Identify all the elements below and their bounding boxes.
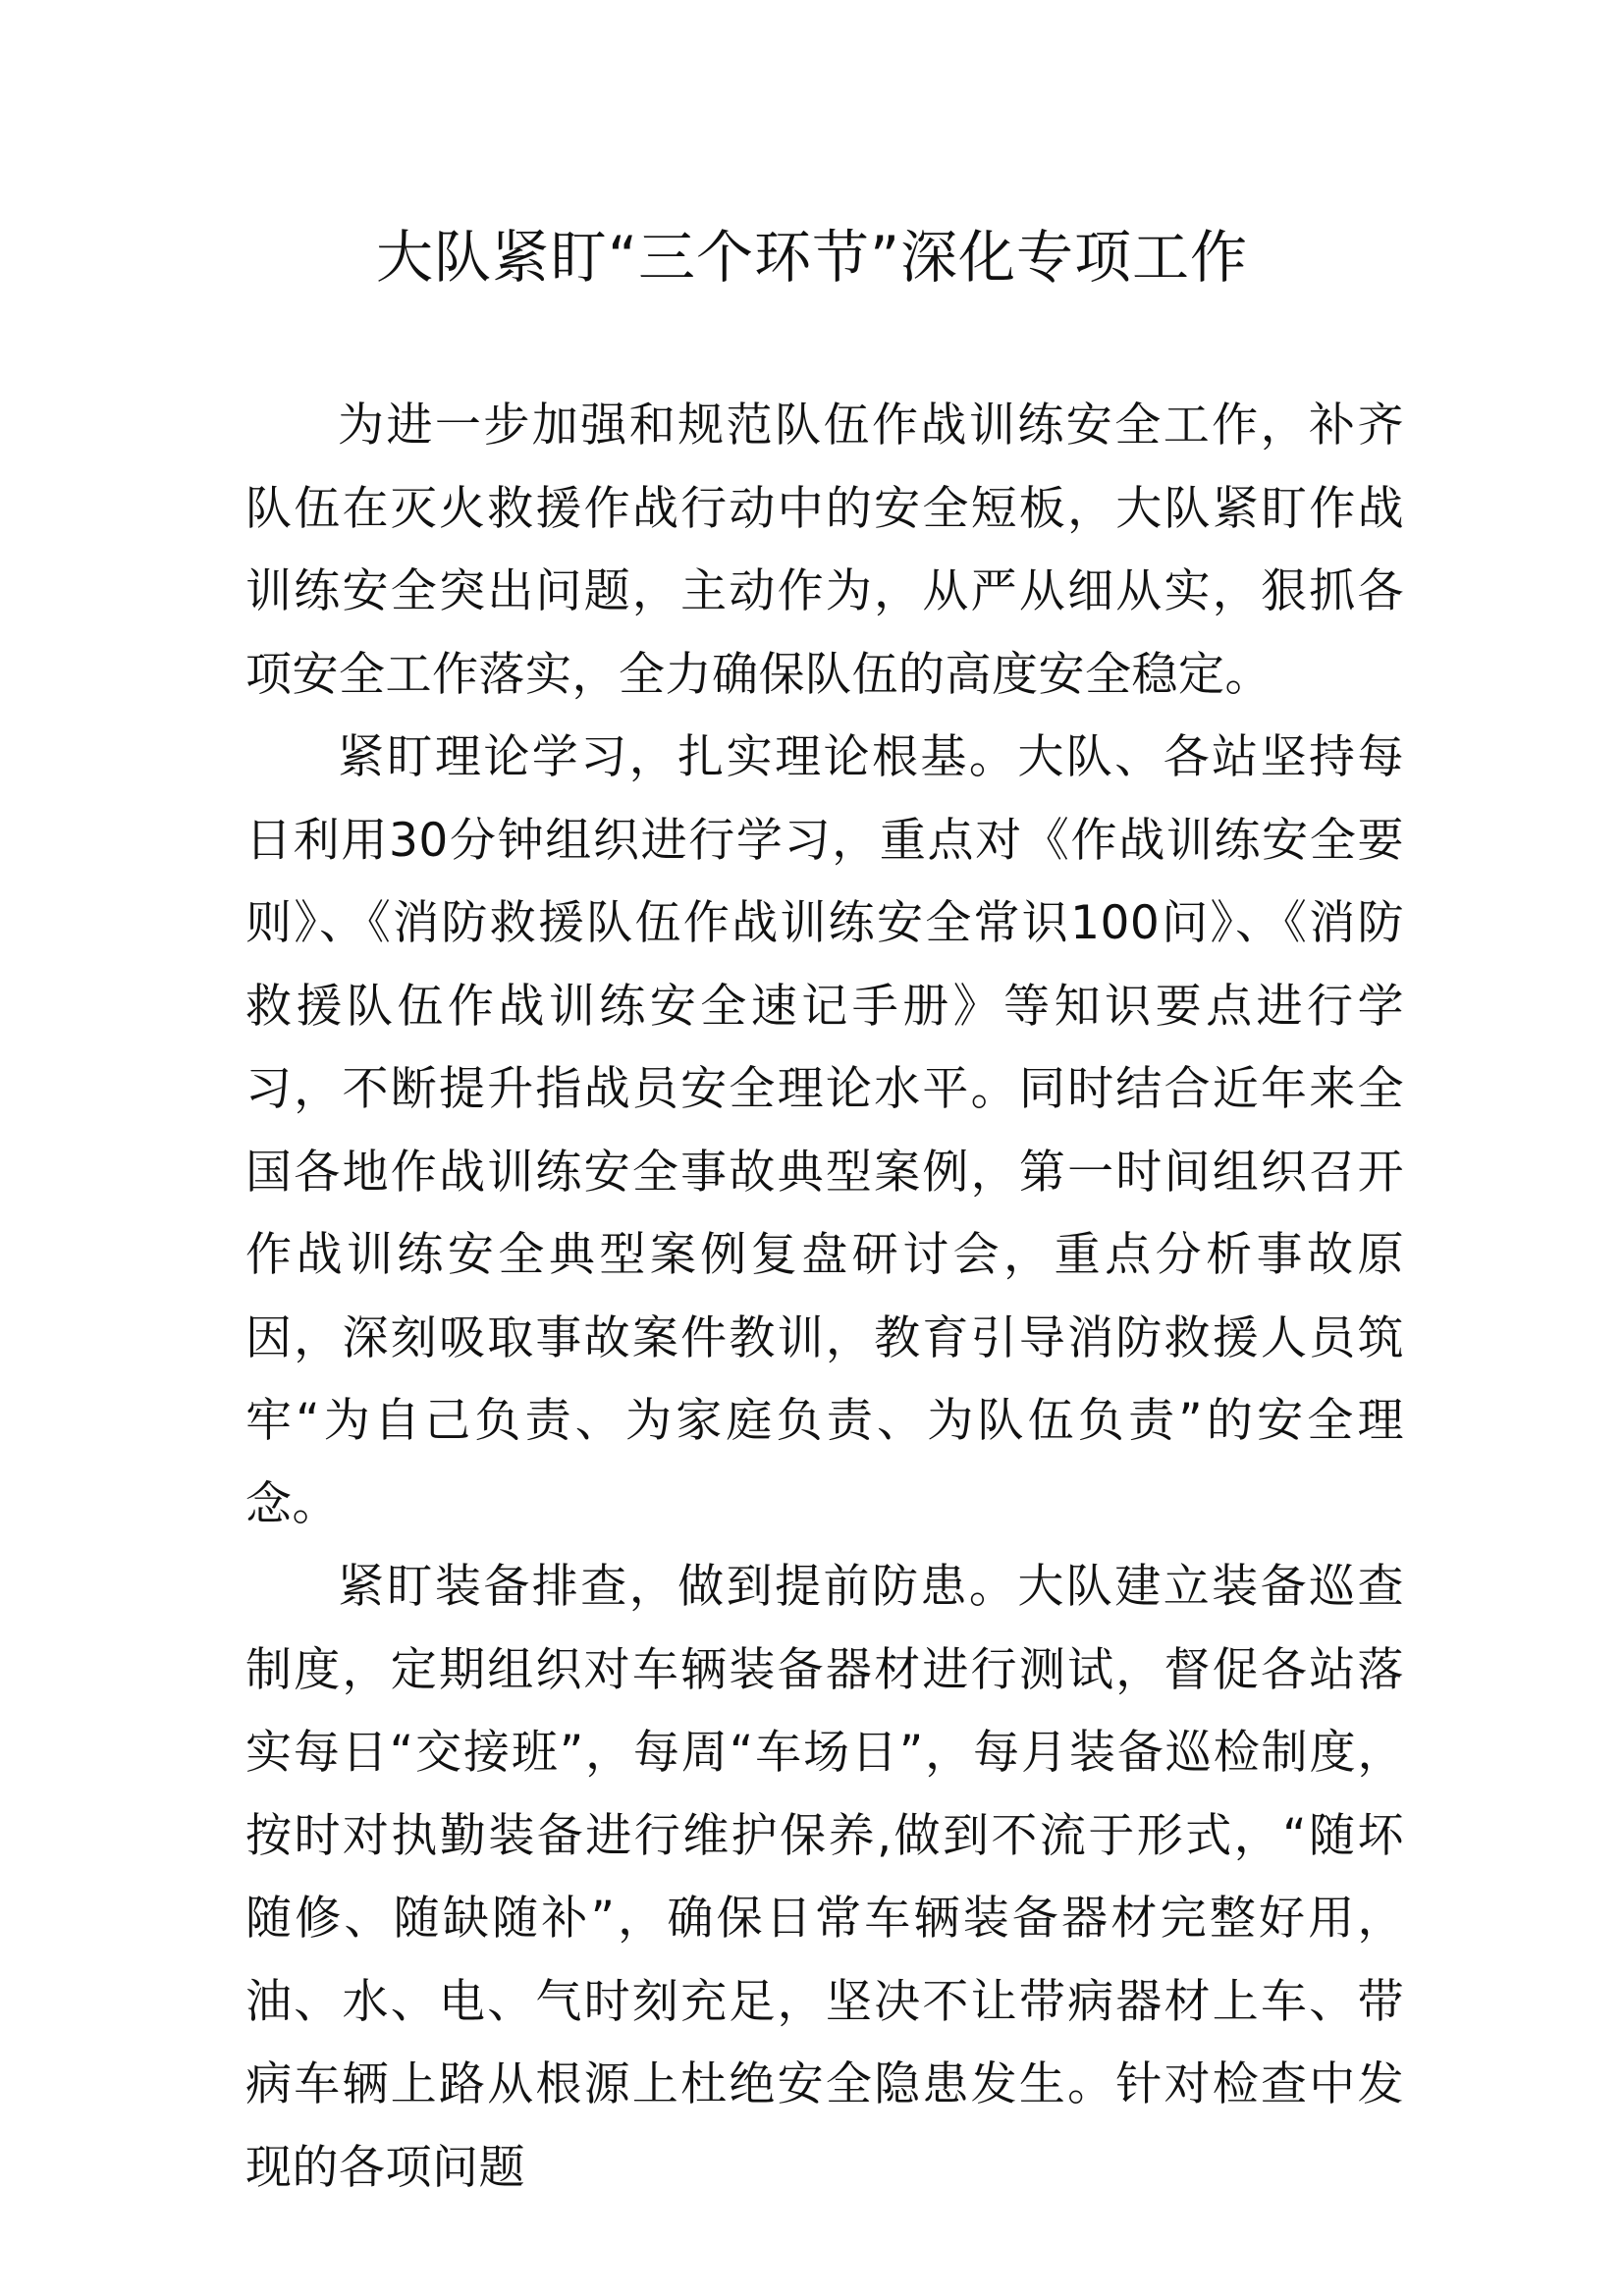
paragraph-intro: 为进一步加强和规范队伍作战训练安全工作，补齐队伍在灭火救援作战行动中的安全短板，大队紧盯作战训练安全突出问题，主动作为，从严从细从实，狠抓各项安全工作落实，全力确保队伍的高度安全稳定。 <box>245 399 1404 702</box>
paragraph-equipment-check: 紧盯装备排查，做到提前防患。大队建立装备巡查制度，定期组织对车辆装备器材进行测试，督促各站落实每日“交接班”，每周“车场日”，每月装备巡检制度，按时对执勤装备进行维护保养,做到不流于形式，“随坏随修、随缺随补”，确保日常车辆装备器材完整好用，油、水、电、气时刻充足，坚决不让带病器材上车、带病车辆上路从根源上杜绝安全隐患发生。针对检查中发现的各项问题 <box>245 1560 1404 2195</box>
document-title: 大队紧盯“三个环节”深化专项工作 <box>375 224 1249 291</box>
document-body <box>245 385 1404 2210</box>
paragraph-theory-study: 紧盯理论学习，扎实理论根基。大队、各站坚持每日利用30分钟组织进行学习，重点对《作战训练安全要则》、《消防救援队伍作战训练安全常识100问》、《消防救援队伍作战训练安全速记手册》等知识要点进行学习，不断提升指战员安全理论水平。同时结合近年来全国各地作战训练安全事故典型案例，第一时间组织召开作战训练安全典型案例复盘研讨会，重点分析事故原因，深刻吸取事故案件教训，教育引导消防救援人员筑牢“为自己负责、为家庭负责、为队伍负责”的安全理念。 <box>245 730 1404 1531</box>
